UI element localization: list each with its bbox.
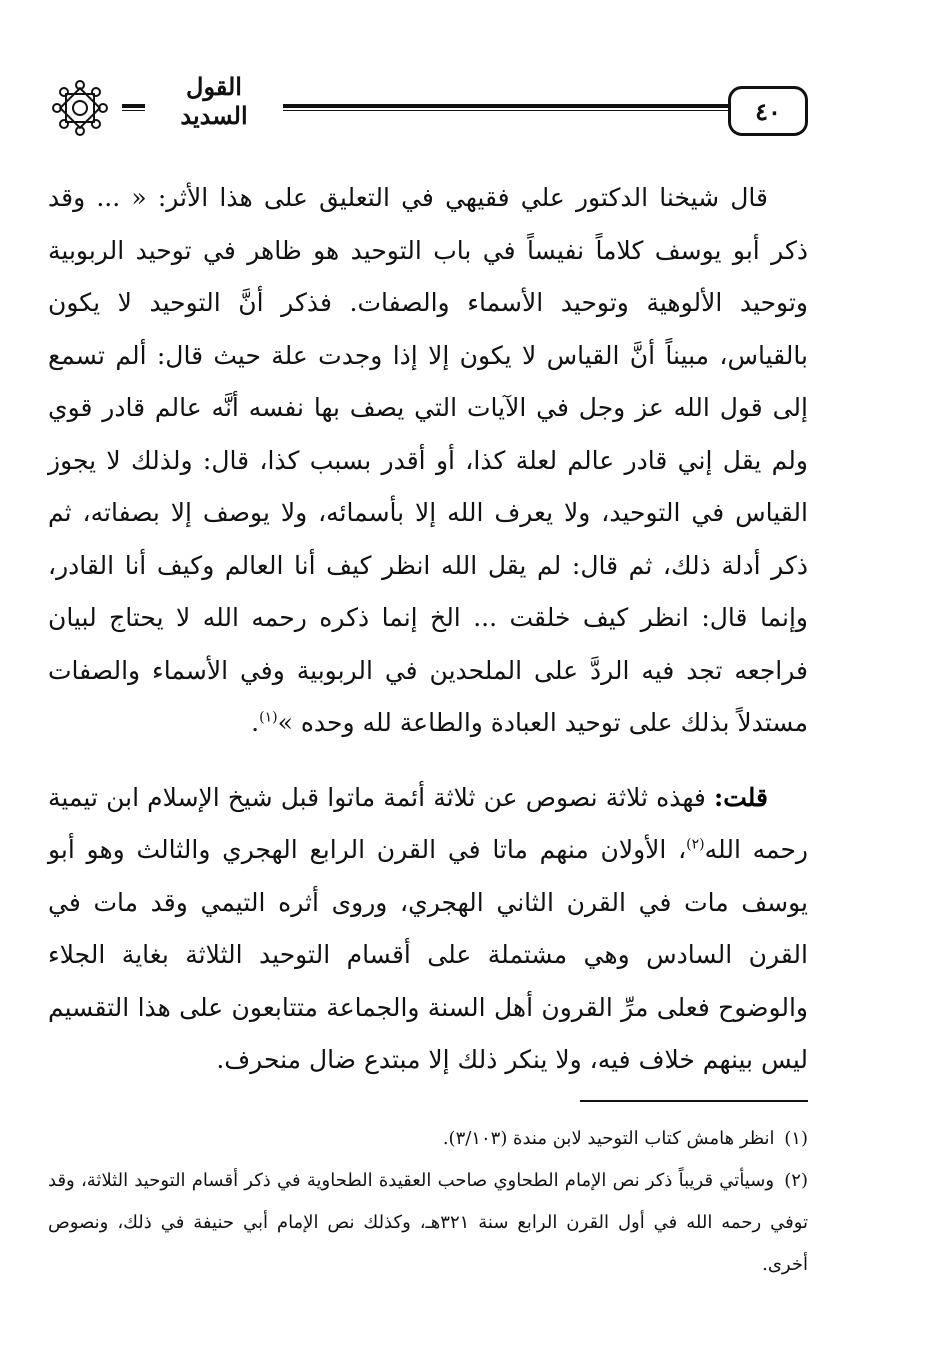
main-text (48, 172, 808, 1087)
footnote-text: وسيأتي قريباً ذكر نص الإمام الطحاوي صاحب العقيدة الطحاوية في ذكر أقسام التوحيد الثلاثة، وقد توفي رحمه الله في أول القرن الرابع سنة ٣٢١هـ، وكذلك نص الإمام أبي حنيفة في ذلك، ونصوص أخرى. (48, 1170, 808, 1275)
paragraph-lead-word: قلت: (713, 782, 768, 812)
footnote (48, 1118, 808, 1160)
paragraph (48, 172, 808, 750)
footnote-text: انظر هامش كتاب التوحيد لابن مندة (٣/١٠٣). (442, 1128, 775, 1149)
footnote-number: (٢) (784, 1170, 808, 1191)
footnote-divider (580, 1100, 808, 1102)
book-title: القول السديد (145, 72, 283, 130)
paragraph-text: فهذه ثلاثة نصوص عن ثلاثة أئمة ماتوا قبل شيخ الإسلام ابن تيمية رحمه الله (48, 782, 808, 864)
paragraph-end: . (251, 708, 260, 737)
footnote-number: (١) (784, 1128, 808, 1149)
star-flower-ornament-icon (52, 80, 108, 136)
footnotes (48, 1118, 808, 1286)
page-header (40, 60, 906, 140)
footnote-ref: (٢) (686, 836, 705, 853)
footnote-ref: (١) (259, 709, 278, 726)
paragraph-text: قال شيخنا الدكتور علي فقيهي في التعليق على هذا الأثر: « ... وقد ذكر أبو يوسف كلاماً نفيساً في باب التوحيد هو ظاهر في توحيد الربوبية وتوحيد الألوهية وتوحيد الأسماء والصفات. فذكر أنَّ التوحيد لا يكون بالقياس، مبيناً أنَّ القياس لا يكون إلا إذا وجدت علة حيث قال: ألم تسمع إلى قول الله عز وجل في الآيات التي يصف بها نفسه أنَّه عالم قادر قوي ولم يقل إني قادر عالم لعلة كذا، أو أقدر بسبب كذا، قال: ولذلك لا يجوز القياس في التوحيد، ولا يعرف الله إلا بأسمائه، ولا يوصف إلا بصفاته، ثم ذكر أدلة ذلك، ثم قال: لم يقل الله انظر كيف أنا العالم وكيف أنا القادر، وإنما قال: انظر كيف خلقت ... الخ إنما ذكره رحمه الله لا يحتاج لبيان فراجعه تجد فيه الردَّ على الملحدين في الربوبية وفي الأسماء والصفات مستدلاً بذلك على توحيد العبادة والطاعة لله وحده » (48, 183, 808, 737)
paragraph (48, 772, 808, 1087)
footnote (48, 1160, 808, 1286)
paragraph-text: ، الأولان منهم ماتا في القرن الرابع الهجري والثالث وهو أبو يوسف مات في القرن الثاني الهجري، وروى أثره التيمي وقد مات في القرن السادس وهي مشتملة على أقسام التوحيد الثلاثة بغاية الجلاء والوضوح فعلى مرِّ القرون أهل السنة والجماعة متتابعون على هذا التقسيم ليس بينهم خلاف فيه، ولا ينكر ذلك إلا مبتدع ضال منحرف. (48, 835, 808, 1074)
page-number: ٤٠ (728, 86, 808, 136)
